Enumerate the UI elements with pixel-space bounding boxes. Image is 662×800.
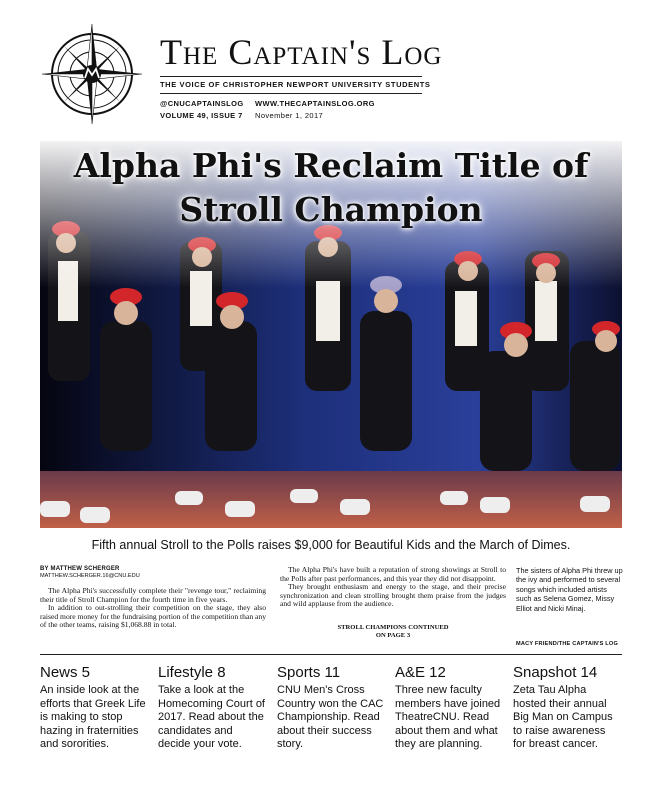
teaser-section: News 5: [40, 664, 91, 681]
website: WWW.THECAPTAINSLOG.ORG: [255, 99, 375, 108]
lead-subhead: Fifth annual Stroll to the Polls raises $9,000 for Beautiful Kids and the March of Dimes.: [91, 538, 571, 552]
continued-line-2: ON PAGE 3: [375, 632, 411, 639]
continued-notice[interactable]: [280, 624, 506, 640]
byline: BY MATTHEW SCHERGER: [40, 566, 120, 572]
title-rule: [160, 76, 422, 77]
teaser-arts-entertainment[interactable]: [395, 664, 503, 752]
teaser-text: Three new faculty members have joined TheatreCNU. Read about them and what they are planning.: [395, 684, 501, 751]
teaser-news[interactable]: [40, 664, 148, 752]
tagline: THE VOICE OF CHRISTOPHER NEWPORT UNIVERSITY STUDENTS: [160, 80, 431, 89]
teaser-section: Lifestyle 8: [158, 664, 226, 681]
section-divider: [40, 654, 622, 655]
paragraph: In addition to out-strolling their competition on the stage, they also raised more money for the fundraising portion of the competition than any of the other teams, raising $1,068.88 in total.: [40, 603, 266, 630]
story-column-1: [40, 587, 266, 630]
teaser-text: CNU Men's Cross Country won the CAC Championship. Read about their success story.: [277, 684, 384, 751]
lead-headline: [40, 144, 622, 232]
meta-rule: [160, 93, 422, 94]
headline-line-2: Stroll Champion: [179, 190, 483, 229]
newspaper-title: The Captain's Log: [160, 32, 443, 72]
teaser-text: An inside look at the efforts that Greek Life is making to stop hazing in fraternities and sororities.: [40, 684, 146, 751]
teaser-section: A&E 12: [395, 664, 446, 681]
compass-rose-logo: [40, 22, 144, 126]
teaser-section: Sports 11: [277, 664, 341, 681]
teaser-lifestyle[interactable]: [158, 664, 266, 752]
headline-line-1: Alpha Phi's Reclaim Title of: [73, 146, 589, 185]
photo-caption: The sisters of Alpha Phi threw up the ivy and performed to several songs which included artists such as Selena Gomez, Missy Elliot and Nicki Minaj.: [516, 566, 623, 613]
issue-date: November 1, 2017: [255, 111, 324, 120]
continued-line-1: STROLL CHAMPIONS CONTINUED: [337, 624, 449, 631]
photo-credit: MACY FRIEND/THE CAPTAIN'S LOG: [516, 641, 619, 647]
paragraph: The Alpha Phi's have built a reputation of strong showings at Stroll to the Polls after past performances, and this year they did not disappoint.: [280, 565, 506, 583]
teaser-snapshot[interactable]: [513, 664, 621, 752]
story-column-2: [280, 566, 506, 609]
paragraph: The Alpha Phi's successfully complete their "revenge tour," reclaiming their title of Stroll Champion for the fourth time in five years.: [40, 586, 266, 604]
teaser-sports[interactable]: [277, 664, 385, 752]
social-handle: @CNUCAPTAINSLOG: [160, 99, 244, 108]
teaser-section: Snapshot 14: [513, 664, 598, 681]
volume-issue: VOLUME 49, ISSUE 7: [160, 111, 243, 120]
teaser-text: Take a look at the Homecoming Court of 2017. Read about the candidates and decide your vote.: [158, 684, 265, 751]
paragraph: They brought enthusiasm and energy to the stage, and their precise synchronization and clean strolling brought them praise from the judges and wild applause from the audience.: [280, 582, 506, 609]
byline-email: MATTHEW.SCHERGER.16@CNU.EDU: [40, 573, 140, 579]
teaser-text: Zeta Tau Alpha hosted their annual Big Man on Campus to raise awareness for breast cancer.: [513, 684, 613, 751]
